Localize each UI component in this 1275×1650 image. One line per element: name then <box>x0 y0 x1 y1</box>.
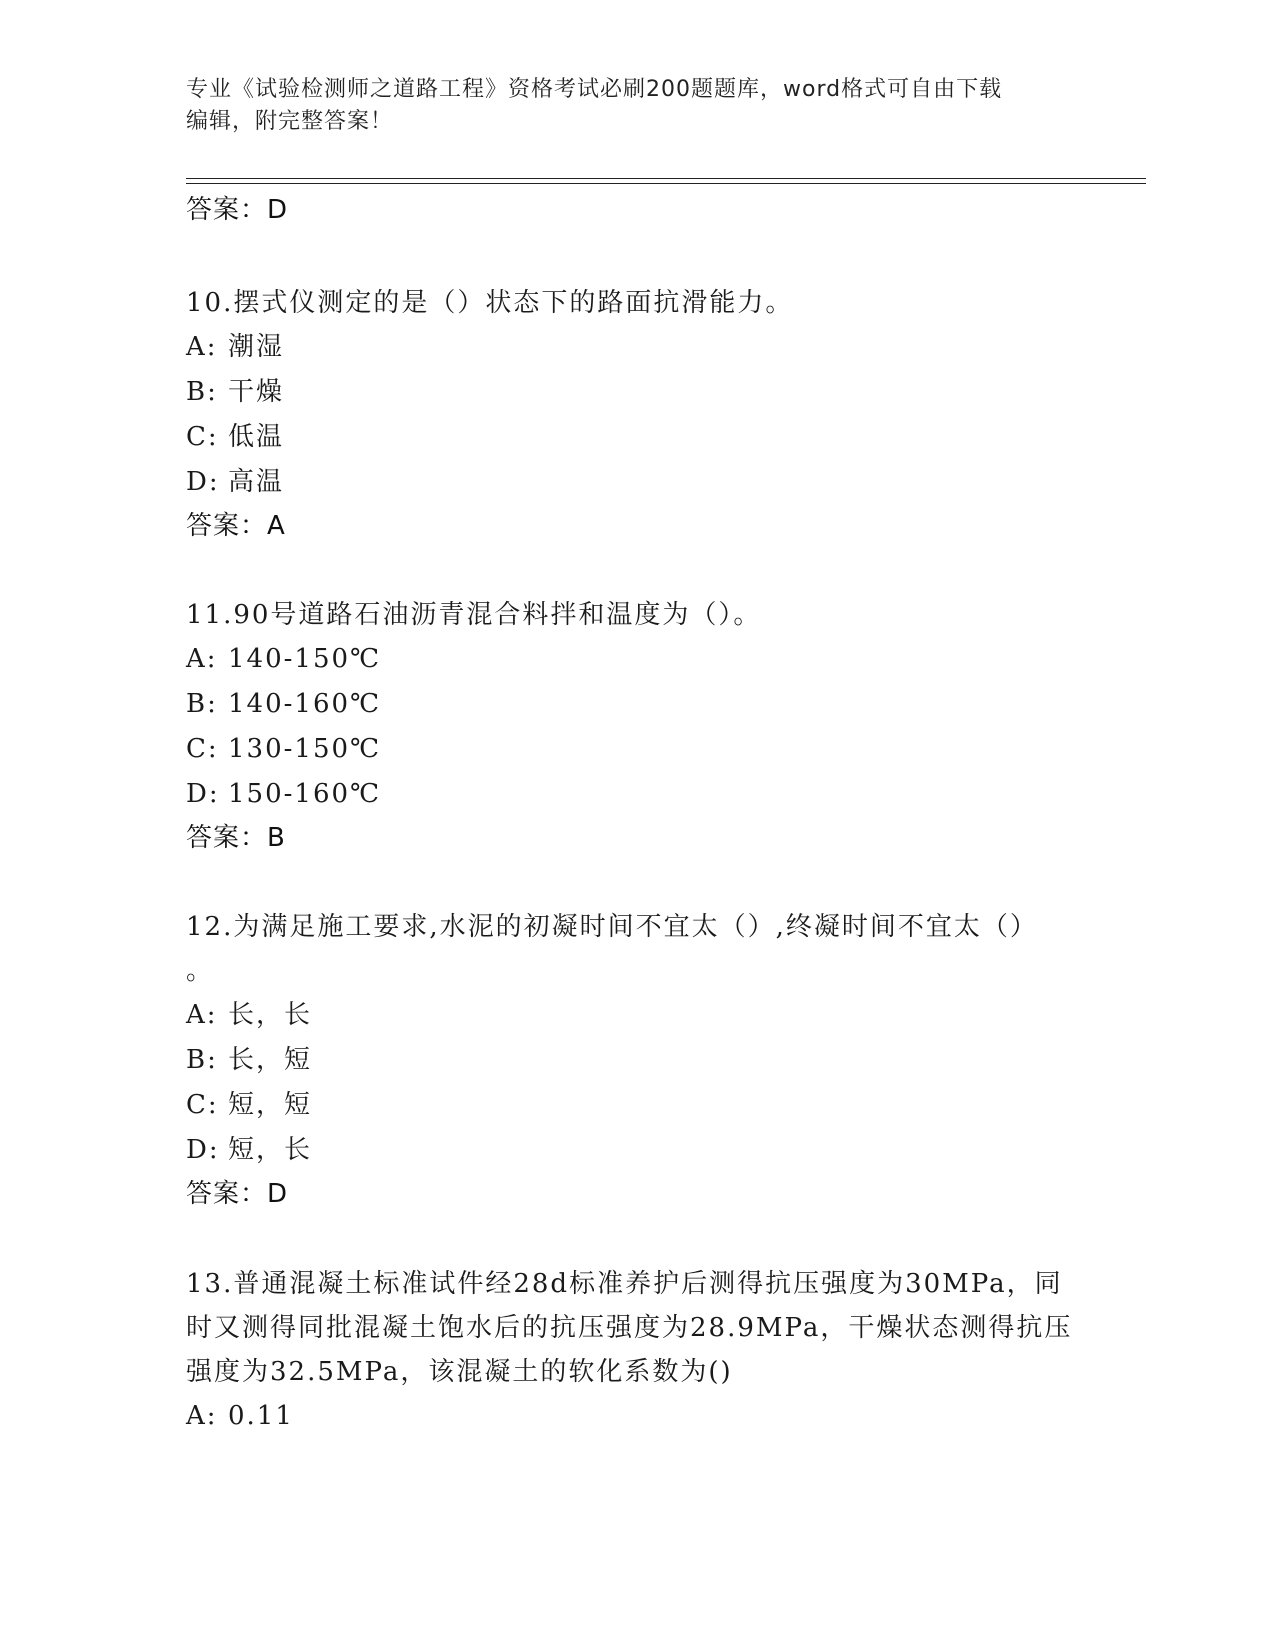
option-b <box>186 1038 1086 1083</box>
question-11 <box>186 593 1086 855</box>
question-text-line-1: 13.普通混凝土标准试件经28d标准养护后测得抗压强度为30MPa，同 <box>186 1269 1063 1299</box>
option-letter: A: <box>186 332 218 362</box>
option-letter: B: <box>186 689 218 719</box>
option-letter: C: <box>186 422 219 452</box>
option-text: 低温 <box>228 422 285 452</box>
question-text-line-3: 强度为32.5MPa，该混凝土的软化系数为() <box>186 1357 733 1387</box>
answer: 答案：B <box>186 823 286 853</box>
option-c <box>186 1083 1086 1128</box>
option-b <box>186 370 1086 415</box>
question-text-line-2: 。 <box>186 956 215 986</box>
option-a <box>186 993 1086 1038</box>
previous-answer: 答案：D <box>186 195 289 225</box>
option-text: 高温 <box>228 467 285 497</box>
option-c <box>186 727 1086 772</box>
question-text-line-2: 时又测得同批混凝土饱水后的抗压强度为28.9MPa，干燥状态测得抗压 <box>186 1313 1073 1343</box>
header-line-1: 专业《试验检测师之道路工程》资格考试必刷200题题库，word格式可自由下载 <box>186 77 1003 102</box>
option-text: 130-150℃ <box>228 734 382 764</box>
option-text: 150-160℃ <box>228 779 382 809</box>
option-letter: D: <box>186 779 220 809</box>
question-text: 11.90号道路石油沥青混合料拌和温度为（）。 <box>186 600 762 630</box>
option-text: 140-160℃ <box>228 689 382 719</box>
option-letter: D: <box>186 467 220 497</box>
question-12 <box>186 905 1086 1211</box>
question-text-line-1: 12.为满足施工要求,水泥的初凝时间不宜太（）,终凝时间不宜太（） <box>186 912 1038 942</box>
option-text: 140-150℃ <box>228 644 382 674</box>
option-letter: B: <box>186 377 218 407</box>
question-13 <box>186 1262 1086 1439</box>
option-letter: C: <box>186 734 219 764</box>
option-a <box>186 637 1086 682</box>
option-c <box>186 415 1086 460</box>
option-letter: A: <box>186 1000 218 1030</box>
option-text: 0.11 <box>228 1401 294 1431</box>
option-letter: B: <box>186 1045 218 1075</box>
option-b <box>186 682 1086 727</box>
option-letter: A: <box>186 644 218 674</box>
option-letter: C: <box>186 1090 219 1120</box>
header-divider-bottom <box>186 183 1146 184</box>
option-a <box>186 1394 1086 1439</box>
option-text: 短，长 <box>228 1135 313 1165</box>
option-d <box>186 772 1086 817</box>
option-letter: A: <box>186 1401 218 1431</box>
option-text: 干燥 <box>228 377 285 407</box>
option-d <box>186 1128 1086 1173</box>
option-text: 短，短 <box>228 1090 313 1120</box>
question-10 <box>186 281 1086 543</box>
option-text: 长，短 <box>228 1045 313 1075</box>
option-d <box>186 460 1086 505</box>
question-text: 10.摆式仪测定的是（）状态下的路面抗滑能力。 <box>186 288 794 318</box>
header-line-2: 编辑，附完整答案！ <box>186 109 394 134</box>
answer: 答案：A <box>186 511 286 541</box>
header-divider-top <box>186 178 1146 179</box>
option-a <box>186 325 1086 370</box>
document-header <box>186 74 1086 138</box>
answer: 答案：D <box>186 1179 289 1209</box>
option-letter: D: <box>186 1135 220 1165</box>
option-text: 潮湿 <box>228 332 285 362</box>
option-text: 长，长 <box>228 1000 313 1030</box>
